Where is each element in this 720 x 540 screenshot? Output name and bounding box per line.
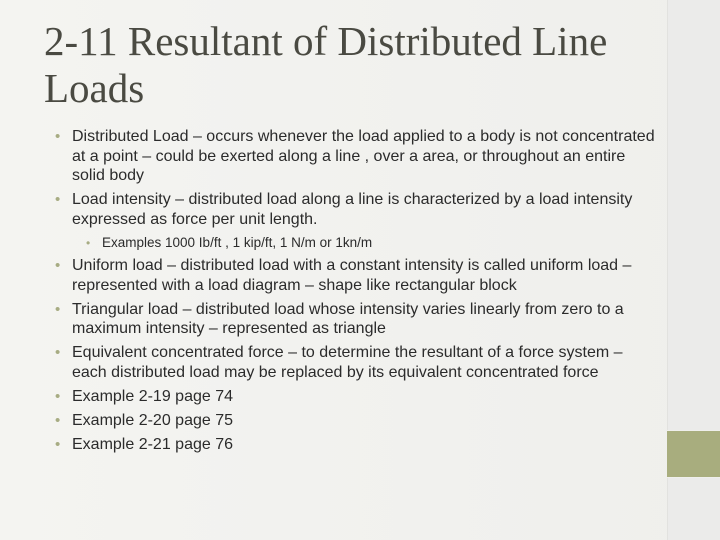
slide-title: 2-11 Resultant of Distributed Line Loads [44,18,608,111]
bullet-text: Triangular load – distributed load whose intensity varies linearly from zero to a maximum intensity – represented as triangle [72,300,624,337]
side-band-upper [667,0,720,430]
bullet-item-example-2-20 [50,411,656,431]
bullet-text: Distributed Load – occurs whenever the load applied to a body is not concentrated at a point – could be exerted along a line , over a area, or throughout an entire solid body [72,128,655,184]
bullet-icon: • [55,411,61,429]
bullet-text: Examples 1000 Ib/ft , 1 kip/ft, 1 N/m or 1kn/m [102,234,373,250]
bullet-icon: • [55,191,61,208]
bullet-icon: • [55,300,61,318]
bullet-list [50,127,656,459]
bullet-item-distributed-load [50,127,656,186]
bullet-icon: • [55,435,61,453]
bullet-item-triangular-load [50,300,656,339]
bullet-item-example-2-19 [50,387,656,407]
side-band-accent [667,431,720,477]
bullet-text: Equivalent concentrated force – to determine the resultant of a force system – each distributed load may be replaced by its equivalent concentrated force [72,344,623,381]
bullet-text: Uniform load – distributed load with a constant intensity is called uniform load – represented with a load diagram – shape like rectangular block [72,257,632,294]
bullet-item-example-2-21 [50,435,656,455]
bullet-icon: • [55,257,61,274]
bullet-icon: • [55,128,61,145]
sub-bullet-item-examples [50,234,656,252]
bullet-item-equivalent-force [50,343,656,382]
bullet-text: Load intensity – distributed load along a line is characterized by a load intensity expressed as force per unit length. [72,191,633,228]
bullet-icon: • [55,344,61,361]
bullet-text: Example 2-20 page 75 [72,411,233,429]
bullet-item-load-intensity [50,190,656,229]
bullet-icon: • [55,387,61,405]
bullet-text: Example 2-21 page 76 [72,435,233,453]
bullet-item-uniform-load [50,256,656,295]
bullet-icon: • [86,235,91,250]
side-band-lower [667,478,720,540]
bullet-text: Example 2-19 page 74 [72,387,233,405]
